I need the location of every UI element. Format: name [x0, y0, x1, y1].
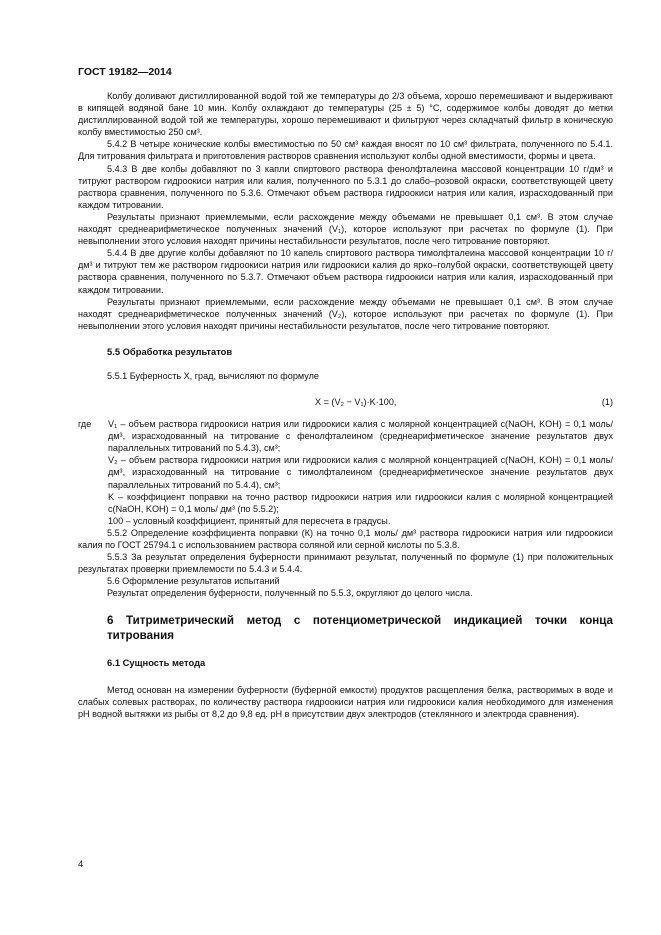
formula-number: (1)	[601, 397, 613, 408]
section-heading-5-5: 5.5 Обработка результатов	[107, 345, 233, 357]
paragraph-5-5-2: 5.5.2 Определение коэффициента поправки (К) на точно 0,1 моль/ дм³ раствора гидроокиси натрия или гидроокиси калия по ГОСТ 25794.1 с использованием раствора соляной или серной кислоты по 5.3.8.	[78, 527, 613, 550]
paragraph-6-1: Метод основан на измерении буферности (буферной емкости) продуктов расщепления белка, растворимых в воде и слабых солевых растворах, по количеству раствора гидроокиси натрия или гидроокиси калия необходимого для изменения рН водной вытяжки из рыбы от 8,2 до 9,8 ед. рН в присутствии двух электродов (стеклянного и электрода сравнения).	[78, 684, 613, 719]
formula-1	[78, 396, 613, 410]
legend-label: где	[78, 419, 92, 430]
legend-item-v2: V₂ – объем раствора гидроокиси натрия или гидроокиси калия с молярной концентрацией с(NaOH, KOH) = 0,1 моль/дм³, израсходованный на титрование с тимолфталеином (среднеарифметическое значение результатов двух параллельных титрований по 5.4.4), см³;	[108, 455, 613, 490]
document-body	[78, 90, 613, 720]
paragraph-5-6: 5.6 Оформление результатов испытаний	[107, 576, 280, 587]
paragraph-flask-fill: Колбу доливают дистиллированной водой той же температуры до 2/3 объема, хорошо перемешивают и выдерживают в кипящей водяной бане 10 мин. Колбу охлаждают до температуры (25 ± 5) °С, содержимое колбы доводят до метки дистиллированной водой той же температуры, хорошо перемешивают и фильтруют через складчатый фильтр в коническую колбу вместимостью 250 см³.	[78, 91, 613, 138]
document-header: ГОСТ 19182—2014	[78, 66, 172, 78]
legend-item-v1: V₁ – объем раствора гидроокиси натрия или гидроокиси калия с молярной концентрацией с(NaOH, KOH) = 0,1 моль/дм³, израсходованный на титрование с фенолфталеином (среднеарифметическое значение результатов двух параллельных титрований по 5.4.3), см³;	[108, 419, 613, 454]
formula-expression: X = (V₂ − V₁)·K·100,	[315, 397, 397, 408]
paragraph-5-5-3: 5.5.3 За результат определения буферности принимают результат, полученный по формуле (1) при положительных результатах проверки приемлемости по 5.4.3 и 5.4.4.	[78, 552, 613, 575]
paragraph-results-v1: Результаты признают приемлемыми, если расхождение между объемами не превышает 0,1 см³. В этом случае находят среднеарифметическое полученных значений (V₁), которое используют при расчетах по формуле (1). При невыполнении этого условия находят причины нестабильности результатов, после чего титрование повторяют.	[78, 211, 613, 247]
page-number: 4	[78, 859, 84, 870]
section-heading-6-1: 6.1 Сущность метода	[107, 657, 206, 669]
legend-item-k: K – коэффициент поправки на точно раствор гидроокиси натрия или гидроокиси калия с молярной концентрацией с(NaOH, KOH) = 0,1 моль/ дм³ (по 5.5.2);	[108, 491, 613, 514]
formula-legend	[78, 418, 613, 527]
paragraph-rounding: Результат определения буферности, полученный по 5.5.3, округляют до целого числа.	[107, 588, 473, 599]
paragraph-5-4-3: 5.4.3 В две колбы добавляют по 3 капли спиртового раствора фенолфталеина массовой концентрации 10 г/дм³ и титруют раствором гидроокиси натрия или калия, полученного по 5.3.1 до слабо–розовой окраски, соответствующей цвету раствора сравнения, полученного по 5.3.6. Отмечают объем раствора гидроокиси натрия или калия, израсходованный при каждом титровании.	[78, 163, 613, 210]
paragraph-5-4-2: 5.4.2 В четыре конические колбы вместимостью по 50 см³ каждая вносят по 10 см³ фильтрата, полученного по 5.4.1. Для титрования фильтрата и приготовления растворов сравнения используют колбы одной вместимости, формы и цвета.	[78, 139, 613, 162]
paragraph-5-4-4: 5.4.4 В две другие колбы добавляют по 10 капель спиртового раствора тимолфталеина массовой концентрации 10 г/дм³ и титруют тем же раствором гидроокиси натрия или гидроокиси калия до ярко–голубой окраски, соответствующей цвету раствора сравнения, полученного по 5.3.7. Отмечают объем раствора гидроокиси натрия или калия, израсходованный при каждом титровании.	[78, 248, 613, 295]
legend-item-100: 100 – условный коэффициент, принятый для пересчета в градусы.	[108, 515, 391, 526]
section-heading-6: 6 Титриметрический метод с потенциометрической индикацией точки конца титрования	[107, 614, 613, 643]
paragraph-results-v2: Результаты признают приемлемыми, если расхождение между объемами не превышает 0,1 см³. В этом случае находят среднеарифметическое полученных значений (V₂), которое используют при расчетах по формуле (1). При невыполнении этого условия находят причины нестабильности результатов, после чего титрование повторяют.	[78, 296, 613, 331]
paragraph-5-5-1: 5.5.1 Буферность Х, град, вычисляют по формуле	[107, 370, 319, 381]
